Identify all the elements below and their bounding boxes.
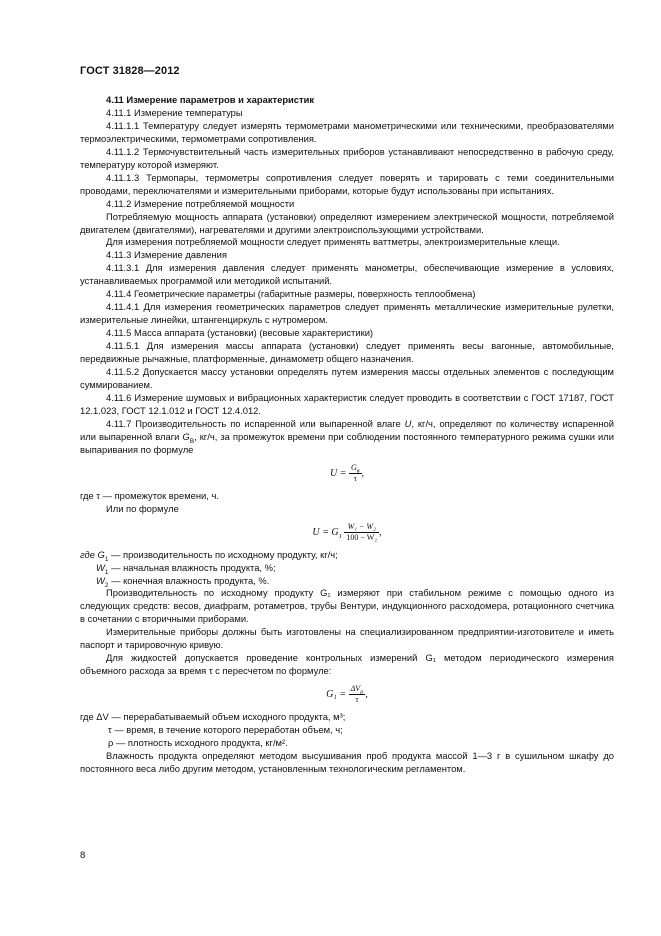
paragraph: 4.11.5.2 Допускается массу установки определять путем измерения массы отдельных элементов с последующим суммированием. — [80, 366, 614, 390]
paragraph: 4.11.4 Геометрические параметры (габаритные размеры, поверхность теплообмена) — [106, 288, 476, 300]
paragraph: 4.11.6 Измерение шумовых и вибрационных характеристик следует проводить в соответствии с ГОСТ 17187, ГОСТ 12.1.023, ГОСТ 12.1.012 и ГОСТ 12.4.012. — [80, 391, 614, 416]
formula-1: U = $\frac{G_в}{\tau}$ , — [329, 462, 365, 483]
paragraph: Потребляемую мощность аппарата (установки) определяют измерением электрической мощности, потребляемой двигателем (двигателями), нагревателями и другими электроиспользующими устройствами. — [80, 210, 614, 235]
definition: где ΔV — перерабатываемый объем исходного продукта, м³; — [80, 711, 346, 723]
definition: τ — время, в течение которого переработан объем, ч; — [108, 724, 343, 736]
paragraph: 4.11.1.2 Термочувствительный часть измерительных приборов устанавливают непосредственно в рабочую среду, температуру которой измеряют. — [80, 145, 614, 170]
paragraph: 4.11.5 Масса аппарата (установки) (весовые характеристики) — [106, 327, 374, 339]
paragraph: 4.11.1.1 Температуру следует измерять термометрами манометрическими или техническими, преобразователями термоэлектрическими, термометрами сопротивления. — [80, 119, 614, 144]
paragraph: 4.11.3.1 Для измерения давления следует применять манометры, обеспечивающие измерение в условиях, устанавливаемых программой или методикой испытаний. — [80, 262, 614, 287]
page-number: 8 — [80, 850, 86, 861]
document-header: ГОСТ 31828—2012 — [80, 65, 180, 77]
document-body — [80, 94, 614, 776]
paragraph: 4.11.1.3 Термопары, термометры сопротивления следует поверять и тарировать с теми соединительными проводами, переключателями и измерительными приборами, которые будут использованы при испытаниях. — [80, 171, 614, 196]
paragraph: 4.11.5.1 Для измерения массы аппарата (установки) следует применять весы вагонные, автомобильные, передвижные рычажные, платформенные, динамометр общего назначения. — [80, 340, 614, 365]
definition: $W_1$ — начальная влажность продукта, %; — [96, 561, 276, 576]
paragraph: Производительность по исходному продукту G₁ измеряют при стабильном режиме с помощью одного из следующих средств: весов, диафрагм, ротаметров, трубы Вентури, индукционного расходомера, ротационного счетчика в сочетании с вторичными приборами. — [80, 587, 614, 625]
fraction: $\frac{\text{W₁ − W₂}}{\text{100 − W₂}}$ — [346, 521, 378, 542]
paragraph: 4.11.4.1 Для измерения геометрических параметров следует применять металлические измерительные рулетки, измерительные линейки, штангенциркуль с нутромером. — [80, 301, 614, 326]
paragraph: Влажность продукта определяют методом высушивания проб продукта массой 1—3 г в сушильном шкафу до постоянного веса либо другим методом, установленным технологическим регламентом. — [80, 749, 614, 774]
paragraph: Или по формуле — [106, 502, 179, 514]
paragraph: Для измерения потребляемой мощности следует применять ваттметры, электроизмерительные клещи. — [106, 236, 560, 248]
paragraph: 4.11.7 Производительность по испаренной или выпаренной влаге U, кг/ч, определяют по количеству испаренной или выпаренной влаги $G_В$, кг/ч, за промежуток времени при соблюдении постоянного температурного режима сушки или выпаривания по формуле — [80, 417, 614, 455]
formula-3: G₁ = $\frac{\Delta V_\rho}{\tau}$ , — [326, 684, 368, 705]
paragraph: Для жидкостей допускается проведение контрольных измерений G₁ методом периодического измерения объемного расхода за время τ с пересчетом по формуле: — [80, 652, 614, 677]
section-heading: 4.11 Измерение параметров и характеристик — [106, 94, 315, 105]
definition: $W_2$ — конечная влажность продукта, %. — [96, 574, 270, 589]
paragraph: 4.11.3 Измерение давления — [106, 249, 227, 261]
paragraph: 4.11.1 Измерение температуры — [106, 106, 243, 118]
formula-2: $U = G_1$ $\frac{\text{W₁ − W₂}}{\text{100 − W₂}}$ , — [312, 521, 382, 542]
fraction: $\frac{\Delta V_\rho}{\tau}$ — [350, 684, 364, 705]
definition: ρ — плотность исходного продукта, кг/м². — [108, 737, 288, 749]
paragraph: 4.11.2 Измерение потребляемой мощности — [106, 197, 295, 209]
definition: где $G_1$ — производительность по исходному продукту, кг/ч; — [80, 548, 338, 563]
paragraph: Измерительные приборы должны быть изготовлены на специализированном предприятии-изготовителе и иметь паспорт и тарировочную кривую. — [80, 626, 614, 651]
fraction: $\frac{G_в}{\tau}$ — [350, 462, 360, 483]
definition: где τ — промежуток времени, ч. — [80, 489, 219, 501]
